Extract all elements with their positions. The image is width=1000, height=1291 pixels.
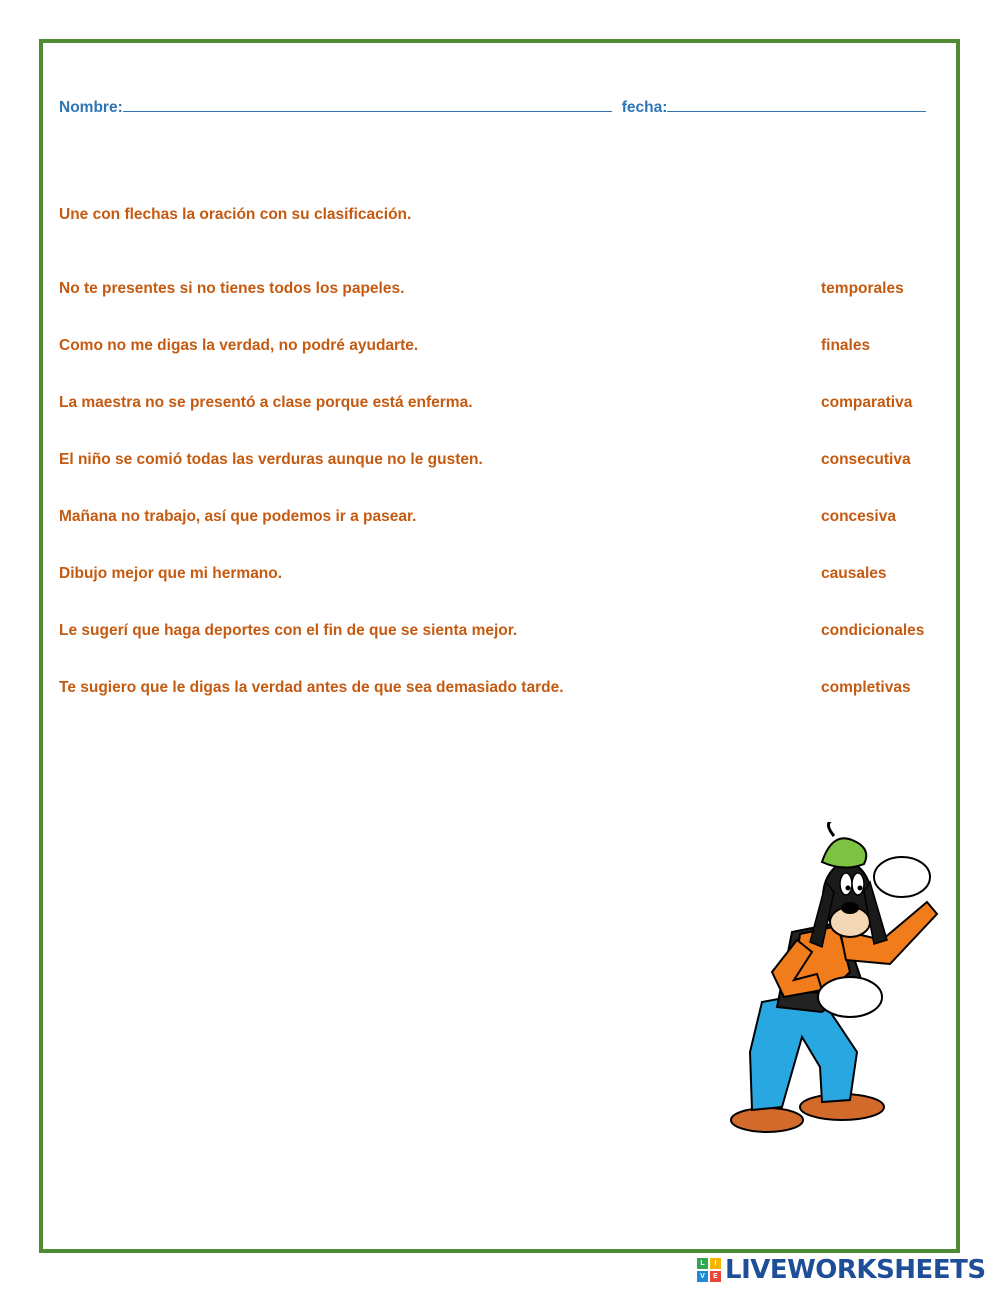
category-item[interactable]: concesiva bbox=[821, 508, 896, 525]
matching-list bbox=[59, 280, 939, 736]
sentence-item[interactable]: El niño se comió todas las verduras aunque no le gusten. bbox=[59, 451, 483, 468]
liveworksheets-logo[interactable] bbox=[697, 1255, 986, 1285]
sentence-item[interactable]: Como no me digas la verdad, no podré ayudarte. bbox=[59, 337, 419, 354]
sentence-item[interactable]: Le sugerí que haga deportes con el fin de que se sienta mejor. bbox=[59, 622, 518, 639]
matching-row bbox=[59, 622, 939, 679]
category-item[interactable]: completivas bbox=[821, 679, 911, 696]
category-item[interactable]: consecutiva bbox=[821, 451, 911, 468]
date-label: fecha: bbox=[621, 99, 668, 116]
matching-row bbox=[59, 337, 939, 394]
matching-row bbox=[59, 280, 939, 337]
logo-square-e: E bbox=[710, 1271, 721, 1282]
matching-row bbox=[59, 679, 939, 736]
sentence-item[interactable]: Mañana no trabajo, así que podemos ir a pasear. bbox=[59, 508, 417, 525]
sentence-item[interactable]: Dibujo mejor que mi hermano. bbox=[59, 565, 283, 582]
instructions-text: Une con flechas la oración con su clasificación. bbox=[59, 206, 412, 223]
name-blank bbox=[123, 96, 612, 112]
date-blank bbox=[667, 96, 926, 112]
category-item[interactable]: temporales bbox=[821, 280, 904, 297]
sentence-item[interactable]: No te presentes si no tienes todos los papeles. bbox=[59, 280, 405, 297]
logo-square-i: I bbox=[710, 1258, 721, 1269]
logo-squares-icon bbox=[697, 1258, 721, 1282]
category-item[interactable]: condicionales bbox=[821, 622, 925, 639]
logo-text: LIVEWORKSHEETS bbox=[725, 1255, 986, 1285]
matching-row bbox=[59, 508, 939, 565]
logo-square-v: V bbox=[697, 1271, 708, 1282]
logo-square-l: L bbox=[697, 1258, 708, 1269]
matching-row bbox=[59, 394, 939, 451]
category-item[interactable]: causales bbox=[821, 565, 887, 582]
sentence-item[interactable]: La maestra no se presentó a clase porque está enferma. bbox=[59, 394, 473, 411]
matching-row bbox=[59, 565, 939, 622]
category-item[interactable]: finales bbox=[821, 337, 871, 354]
matching-row bbox=[59, 451, 939, 508]
sentence-item[interactable]: Te sugiero que le digas la verdad antes de que sea demasiado tarde. bbox=[59, 679, 564, 696]
category-item[interactable]: comparativa bbox=[821, 394, 913, 411]
student-info-line bbox=[59, 96, 939, 118]
goofy-cartoon-illustration bbox=[722, 822, 944, 1142]
name-label: Nombre: bbox=[59, 99, 123, 116]
